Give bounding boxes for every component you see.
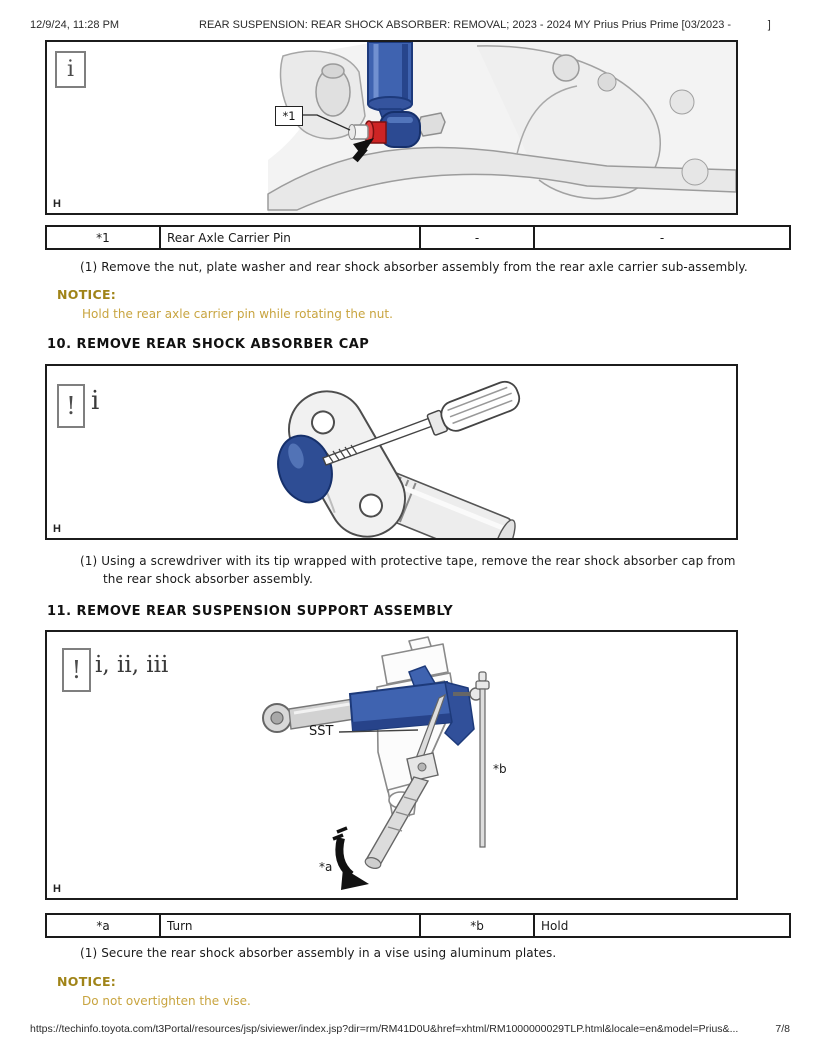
footer-url: https://techinfo.toyota.com/t3Portal/resources/jsp/siviewer/index.jsp?dir=rm/RM41D0U&href=xhtml/RM1000000029TLP.html&locale=en&model=Prius&... (30, 1023, 739, 1035)
table-cell: Rear Axle Carrier Pin (160, 226, 420, 249)
legend-table (45, 913, 791, 938)
parts-table (45, 225, 791, 250)
procedure-ref-label: i (91, 386, 100, 416)
section-heading-10: 10. REMOVE REAR SHOCK ABSORBER CAP (47, 337, 370, 352)
notice-text: Hold the rear axle carrier pin while rotating the nut. (82, 307, 393, 321)
step-instruction: (1) Remove the nut, plate washer and rear shock absorber assembly from the rear axle carrier sub-assembly. (80, 260, 748, 274)
fig2-illustration (47, 366, 736, 538)
figure-support-assembly-removal (45, 630, 738, 900)
table-cell: - (534, 226, 790, 249)
table-cell: *1 (46, 226, 160, 249)
figure-corner-mark: H (53, 523, 61, 535)
callout-sst: SST (309, 724, 334, 739)
table-cell: *a (46, 914, 160, 937)
procedure-ref-label: i, ii, iii (95, 652, 169, 678)
header-datetime: 12/9/24, 11:28 PM (30, 19, 120, 31)
figure-shock-absorber-removal (45, 40, 738, 215)
callout-label-1: *1 (275, 106, 303, 126)
notice-label: NOTICE: (57, 974, 117, 989)
table-cell: Turn (160, 914, 420, 937)
info-icon: i (55, 51, 86, 88)
table-cell: *b (420, 914, 534, 937)
notice-label: NOTICE: (57, 287, 117, 302)
figure-shock-absorber-cap (45, 364, 738, 540)
page-title: REAR SUSPENSION: REAR SHOCK ABSORBER: REMOVAL; 2023 - 2024 MY Prius Prius Prime [03/2023 - ] (199, 19, 771, 31)
warning-icon: ! (62, 648, 91, 692)
figure-corner-mark: H (53, 883, 61, 895)
step-instruction: (1) Using a screwdriver with its tip wrapped with protective tape, remove the rear shock absorber cap from the rear shock absorber assembly. (80, 554, 736, 586)
footer-page-number: 7/8 (775, 1023, 790, 1035)
warning-icon: ! (57, 384, 85, 428)
callout-b: *b (493, 762, 507, 776)
table-cell: Hold (534, 914, 790, 937)
callout-a: *a (319, 860, 333, 874)
figure-corner-mark: H (53, 198, 61, 210)
fig1-illustration (47, 42, 736, 213)
section-heading-11: 11. REMOVE REAR SUSPENSION SUPPORT ASSEMBLY (47, 604, 454, 619)
table-row (46, 914, 790, 937)
table-row (46, 226, 790, 249)
step-instruction: (1) Secure the rear shock absorber assembly in a vise using aluminum plates. (80, 946, 557, 960)
table-cell: - (420, 226, 534, 249)
notice-text: Do not overtighten the vise. (82, 994, 251, 1008)
